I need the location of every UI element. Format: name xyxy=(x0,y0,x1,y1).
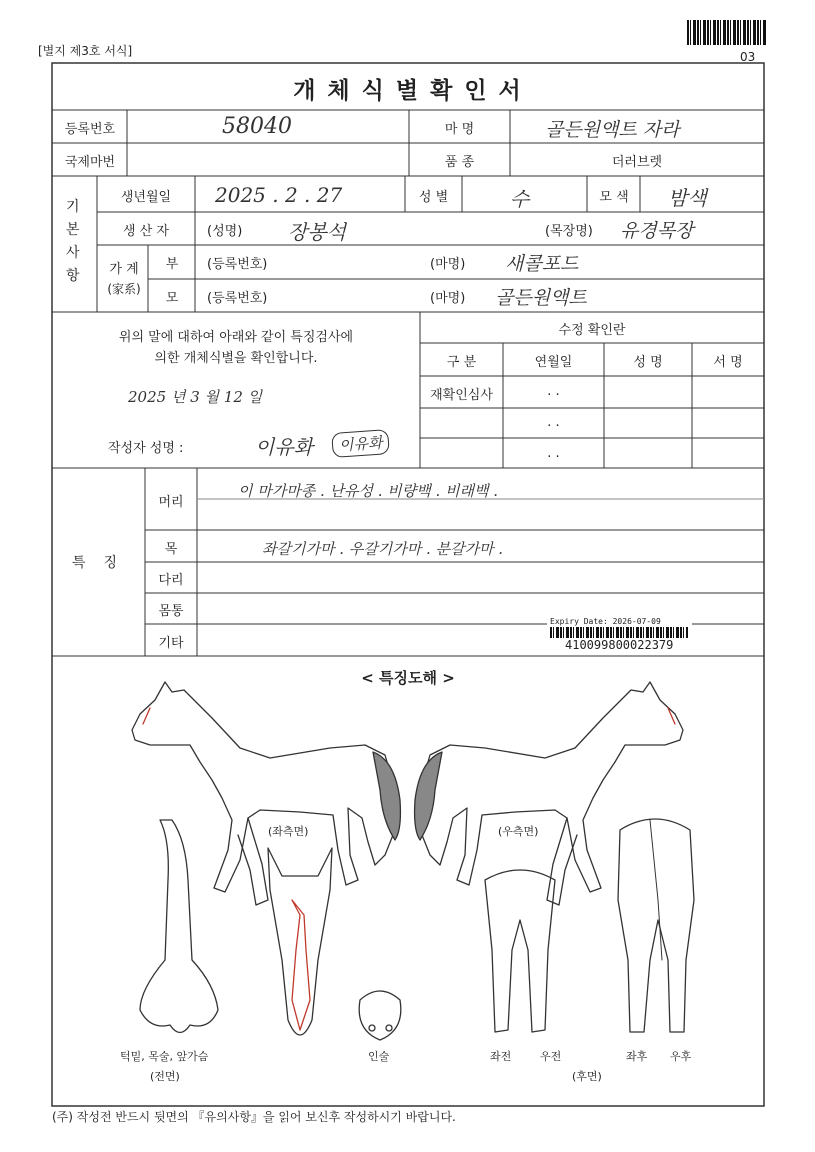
confirm-date: 2025 년 3 월 12 일 xyxy=(128,388,263,406)
author-label: 작성자 성명 : xyxy=(108,441,184,456)
left-side-horse-outline xyxy=(132,682,395,892)
sire-label: 부 xyxy=(165,257,179,272)
other-label: 기타 xyxy=(158,636,184,651)
left-side-label: (좌측면) xyxy=(268,825,309,838)
revision-header-name: 성 명 xyxy=(633,355,663,370)
front-right-label: 우전 xyxy=(540,1050,562,1063)
farm-name: 유경목장 xyxy=(620,220,694,242)
muzzle-label: 인술 xyxy=(368,1050,390,1063)
author-name: 이유화 xyxy=(255,435,313,459)
breed-value: 더러브렛 xyxy=(611,155,663,170)
family-label: 가 계 xyxy=(109,262,139,277)
revision-header-sign: 서 명 xyxy=(713,355,743,370)
birth-label: 생년월일 xyxy=(120,190,172,205)
muzzle-outline xyxy=(359,991,401,1040)
sticker-expiry: Expiry Date: 2026-07-09 xyxy=(550,617,661,626)
author-stamp: 이유화 xyxy=(331,429,390,458)
dam-name-label: (마명) xyxy=(430,291,466,306)
intl-label: 국제마번 xyxy=(64,155,116,170)
page-code: 03 xyxy=(740,50,756,64)
features-section-label: 특징 xyxy=(72,555,136,571)
family-hanja: (家系) xyxy=(107,282,141,296)
front-view-label: (전면) xyxy=(150,1070,180,1083)
producer-name: 장봉석 xyxy=(288,220,346,244)
footer-note: (주) 작성전 반드시 뒷면의 『유의사항』을 읽어 보신후 작성하시기 바랍니다. xyxy=(52,1110,456,1124)
front-legs-outline xyxy=(485,870,555,1032)
front-left-label: 좌전 xyxy=(490,1050,512,1063)
revision-date-3: . . xyxy=(547,446,560,461)
revision-header-date: 연월일 xyxy=(534,355,573,370)
breed-label: 품 종 xyxy=(444,155,475,170)
sire-name-label: (마명) xyxy=(430,257,466,272)
right-side-horse-outline xyxy=(420,682,683,892)
sticker-code: 410099800022379 xyxy=(565,638,674,652)
head-front-outline xyxy=(268,848,332,1035)
dam-label: 모 xyxy=(165,291,179,306)
head-label: 머리 xyxy=(158,495,184,510)
rear-right-label: 우후 xyxy=(670,1050,692,1063)
rear-view-label: (후면) xyxy=(572,1070,602,1083)
birth-value: 2025 . 2 . 27 xyxy=(215,183,343,207)
sire-name: 새콜포드 xyxy=(505,253,579,275)
sex-value: 수 xyxy=(510,187,530,211)
rear-view-outline xyxy=(618,819,694,1032)
form-label: [별지 제3호 서식] xyxy=(38,44,133,58)
revision-title: 수정 확인란 xyxy=(558,323,626,338)
front-neck-outline xyxy=(140,820,218,1033)
revision-date-1: . . xyxy=(547,384,560,399)
revision-header-category: 구 분 xyxy=(446,355,477,370)
sex-label: 성 별 xyxy=(418,190,449,205)
dam-name: 골든원액트 xyxy=(495,287,587,309)
legs-label: 다리 xyxy=(158,573,184,588)
confirm-line-1: 위의 말에 대하여 아래와 같이 특징검사에 xyxy=(118,330,354,345)
farm-label: (목장명) xyxy=(545,224,593,239)
sire-reg-label: (등록번호) xyxy=(207,257,268,272)
front-parts-label: 턱밑, 목술, 앞가슴 xyxy=(120,1050,209,1063)
color-value: 밤색 xyxy=(668,186,707,210)
diagram-title: < 특징도해 > xyxy=(361,669,455,687)
neck-label: 목 xyxy=(164,542,178,557)
confirm-line-2: 의한 개체식별을 확인합니다. xyxy=(154,351,318,366)
reg-value: 58040 xyxy=(222,114,292,139)
head-value: 이 마가마종 . 난유성 . 비량백 . 비래백 . xyxy=(238,482,499,500)
rear-left-label: 좌후 xyxy=(626,1050,648,1063)
horse-name-label: 마 명 xyxy=(444,122,475,137)
basic-section-label: 기 본 사 항 xyxy=(66,199,80,284)
revision-row-label: 재확인심사 xyxy=(430,388,493,403)
right-side-label: (우측면) xyxy=(498,825,539,838)
reg-label: 등록번호 xyxy=(64,122,116,137)
neck-value: 좌갈기가마 . 우갈기가마 . 분갈가마 . xyxy=(262,540,504,558)
producer-name-label: (성명) xyxy=(207,224,243,239)
revision-date-2: . . xyxy=(547,415,560,430)
document-title: 개 체 식 별 확 인 서 xyxy=(293,78,523,104)
color-label: 모 색 xyxy=(599,190,629,205)
body-label: 몸통 xyxy=(158,604,184,619)
producer-label: 생 산 자 xyxy=(123,224,169,239)
horse-name-value: 골든원액트 자라 xyxy=(545,119,680,141)
dam-reg-label: (등록번호) xyxy=(207,291,268,306)
